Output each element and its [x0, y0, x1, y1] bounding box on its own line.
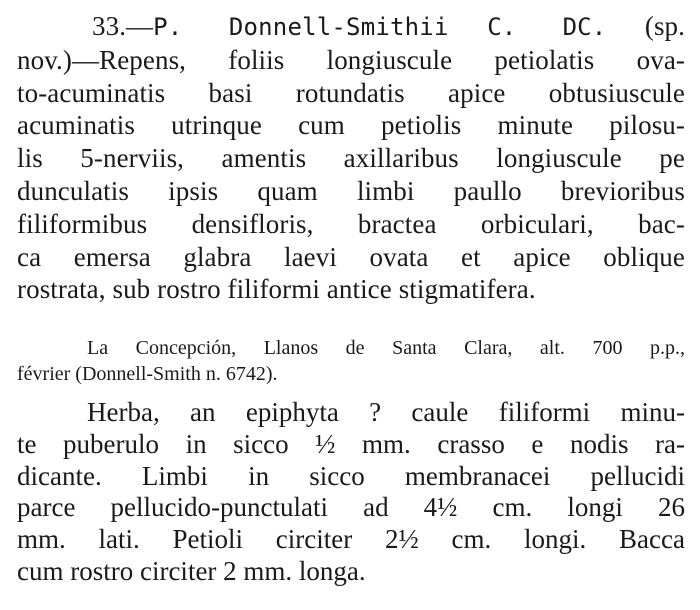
notes-line: te puberulo in sicco ½ mm. crasso e nodis ra-: [17, 428, 685, 459]
description-line: dunculatis ipsis quam limbi paullo brevioribus: [17, 175, 685, 206]
notes-line: parce pellucido-punctulati ad 4½ cm. longi 26: [17, 492, 685, 523]
locality-line: février (Donnell-Smith n. 6742).: [17, 363, 278, 385]
notes-line: cum rostro circiter 2 mm. longa.: [17, 555, 366, 586]
description-line: rostrata, sub rostro filiformi antice stigmatifera.: [17, 274, 536, 305]
species-notes: [17, 397, 685, 588]
description-line: to-acuminatis basi rotundatis apice obtusiuscule: [17, 77, 685, 108]
description-line: ca emersa glabra laevi ovata et apice oblique: [17, 241, 685, 272]
species-description: [17, 10, 685, 306]
description-line: nov.)—Repens, foliis longiuscule petiolatis ova-: [17, 44, 685, 75]
species-author: C. DC.: [487, 13, 607, 41]
description-line: filiformibus densifloris, bractea orbiculari, bac-: [17, 208, 685, 239]
locality-line: La Concepción, Llanos de Santa Clara, alt. 700 p.p.,: [87, 337, 685, 359]
description-line: acuminatis utrinque cum petiolis minute pilosu-: [17, 110, 685, 141]
notes-line: Herba, an epiphyta ? caule filiformi minu-: [87, 397, 685, 427]
locality-citation: [17, 335, 685, 387]
species-status: (sp.: [644, 11, 686, 41]
description-line: lis 5-nerviis, amentis axillaribus longiuscule pe: [17, 143, 685, 174]
entry-number: 33.—: [92, 11, 154, 41]
species-name: P. Donnell-Smithii: [153, 13, 449, 41]
notes-line: mm. lati. Petioli circiter 2½ cm. longi. Bacca: [17, 524, 685, 555]
notes-line: dicante. Limbi in sicco membranacei pellucidi: [17, 460, 685, 491]
species-heading-line: [17, 10, 685, 44]
